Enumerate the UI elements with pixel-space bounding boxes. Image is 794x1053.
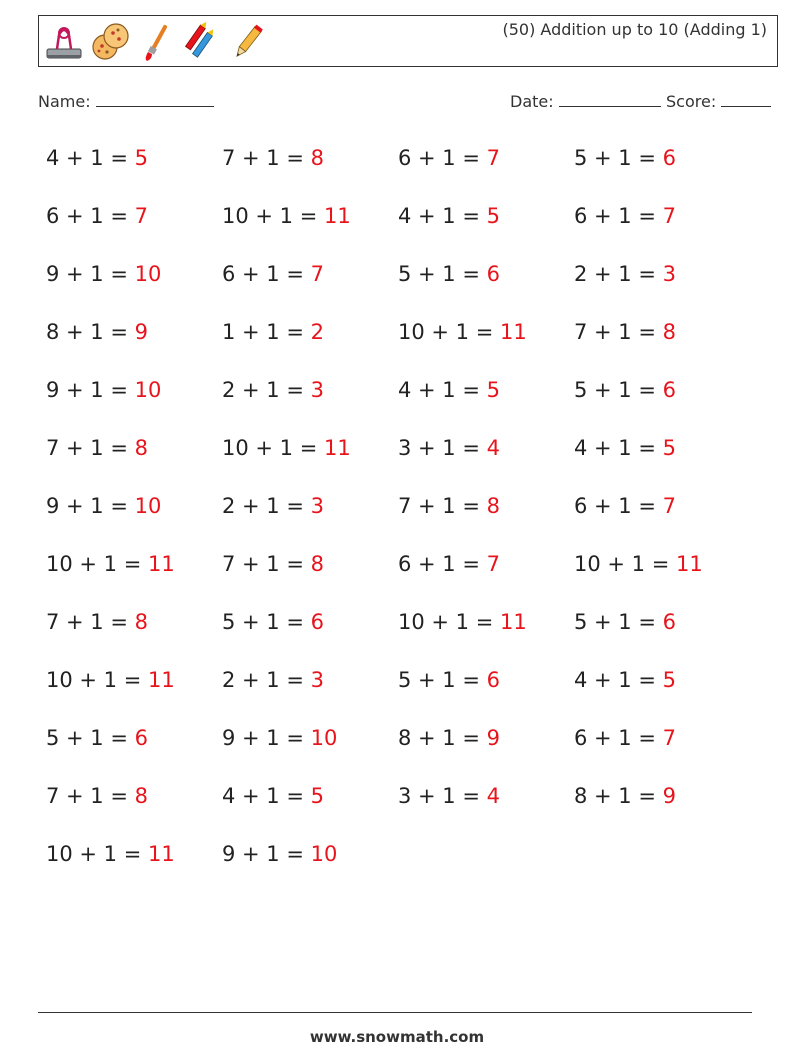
problem-item xyxy=(574,610,676,634)
problem-item xyxy=(222,494,324,518)
problem-answer: 9 xyxy=(662,784,676,808)
problem-question: 10 + 1 = xyxy=(222,436,324,460)
problem-question: 9 + 1 = xyxy=(46,378,135,402)
problem-item xyxy=(398,726,500,750)
problem-question: 7 + 1 = xyxy=(46,436,135,460)
problem-item xyxy=(222,610,324,634)
problem-answer: 8 xyxy=(134,610,148,634)
problem-answer: 4 xyxy=(486,784,500,808)
problem-answer: 8 xyxy=(310,552,324,576)
problem-answer: 6 xyxy=(486,262,500,286)
problem-item xyxy=(574,436,676,460)
problem-question: 10 + 1 = xyxy=(46,552,148,576)
problem-answer: 6 xyxy=(662,378,676,402)
problem-question: 6 + 1 = xyxy=(222,262,311,286)
problem-answer: 3 xyxy=(310,668,324,692)
problem-answer: 5 xyxy=(486,378,500,402)
problem-answer: 11 xyxy=(147,552,175,576)
footer-rule xyxy=(38,1012,752,1013)
date-field[interactable] xyxy=(510,92,661,111)
problem-answer: 10 xyxy=(134,378,162,402)
problem-question: 8 + 1 = xyxy=(398,726,487,750)
problem-question: 10 + 1 = xyxy=(46,668,148,692)
problem-question: 5 + 1 = xyxy=(574,146,663,170)
problem-answer: 11 xyxy=(499,610,527,634)
problem-answer: 8 xyxy=(486,494,500,518)
problem-answer: 8 xyxy=(310,146,324,170)
problem-item xyxy=(398,320,527,344)
problem-item xyxy=(574,146,676,170)
problem-item xyxy=(574,668,676,692)
problem-question: 5 + 1 = xyxy=(574,378,663,402)
problem-item xyxy=(46,262,161,286)
problem-answer: 5 xyxy=(486,204,500,228)
problem-item xyxy=(46,668,175,692)
problem-item xyxy=(222,204,351,228)
problem-answer: 6 xyxy=(662,146,676,170)
problem-answer: 7 xyxy=(310,262,324,286)
problem-item xyxy=(46,204,148,228)
problem-item xyxy=(222,378,324,402)
problem-answer: 6 xyxy=(662,610,676,634)
problem-question: 10 + 1 = xyxy=(46,842,148,866)
problem-item xyxy=(46,784,148,808)
problem-answer: 3 xyxy=(310,494,324,518)
worksheet-title: (50) Addition up to 10 (Adding 1) xyxy=(502,20,767,39)
problem-question: 6 + 1 = xyxy=(574,204,663,228)
problem-item xyxy=(222,842,337,866)
problem-answer: 11 xyxy=(323,204,351,228)
problem-item xyxy=(398,378,500,402)
problem-item xyxy=(46,436,148,460)
problem-item xyxy=(574,204,676,228)
problem-item xyxy=(222,784,324,808)
problem-item xyxy=(222,726,337,750)
problem-item xyxy=(222,146,324,170)
problem-answer: 11 xyxy=(499,320,527,344)
problem-answer: 6 xyxy=(134,726,148,750)
problem-question: 9 + 1 = xyxy=(222,726,311,750)
problem-answer: 11 xyxy=(675,552,703,576)
problem-question: 9 + 1 = xyxy=(46,262,135,286)
name-label: Name: xyxy=(38,92,91,111)
problem-answer: 8 xyxy=(134,436,148,460)
problem-question: 4 + 1 = xyxy=(222,784,311,808)
problem-answer: 6 xyxy=(486,668,500,692)
problem-item xyxy=(574,320,676,344)
problem-item xyxy=(398,552,500,576)
problem-item xyxy=(46,552,175,576)
problem-answer: 8 xyxy=(662,320,676,344)
problem-answer: 6 xyxy=(310,610,324,634)
problem-question: 7 + 1 = xyxy=(398,494,487,518)
footer-site: www.snowmath.com xyxy=(309,1028,485,1046)
problem-item xyxy=(574,494,676,518)
problem-item xyxy=(398,204,500,228)
problem-item xyxy=(46,610,148,634)
problem-question: 10 + 1 = xyxy=(574,552,676,576)
problem-question: 10 + 1 = xyxy=(222,204,324,228)
problem-question: 1 + 1 = xyxy=(222,320,311,344)
problem-item xyxy=(222,320,324,344)
problem-item xyxy=(574,262,676,286)
problem-item xyxy=(46,320,148,344)
score-label: Score: xyxy=(666,92,717,111)
problem-item xyxy=(46,494,161,518)
problem-answer: 5 xyxy=(662,668,676,692)
problem-answer: 5 xyxy=(134,146,148,170)
problem-question: 5 + 1 = xyxy=(46,726,135,750)
problem-question: 7 + 1 = xyxy=(222,146,311,170)
icon-strip xyxy=(43,20,269,64)
problem-answer: 11 xyxy=(147,668,175,692)
problem-answer: 7 xyxy=(486,552,500,576)
problem-question: 6 + 1 = xyxy=(574,726,663,750)
problem-question: 8 + 1 = xyxy=(574,784,663,808)
problem-item xyxy=(46,726,148,750)
problem-question: 10 + 1 = xyxy=(398,610,500,634)
problem-answer: 8 xyxy=(134,784,148,808)
problem-item xyxy=(574,378,676,402)
problem-answer: 2 xyxy=(310,320,324,344)
problem-question: 2 + 1 = xyxy=(222,494,311,518)
problem-answer: 11 xyxy=(147,842,175,866)
problem-question: 7 + 1 = xyxy=(222,552,311,576)
problem-answer: 5 xyxy=(310,784,324,808)
problem-item xyxy=(46,146,148,170)
problem-answer: 10 xyxy=(134,262,162,286)
problem-answer: 7 xyxy=(662,204,676,228)
problem-item xyxy=(574,784,676,808)
problem-answer: 7 xyxy=(662,494,676,518)
problem-question: 6 + 1 = xyxy=(398,146,487,170)
problem-question: 5 + 1 = xyxy=(398,262,487,286)
problem-question: 4 + 1 = xyxy=(46,146,135,170)
problem-question: 7 + 1 = xyxy=(574,320,663,344)
problem-item xyxy=(398,262,500,286)
problem-item xyxy=(398,610,527,634)
problem-question: 7 + 1 = xyxy=(46,784,135,808)
paper-clip-icon xyxy=(43,21,85,63)
problem-item xyxy=(46,378,161,402)
problem-question: 2 + 1 = xyxy=(222,378,311,402)
problem-answer: 7 xyxy=(662,726,676,750)
problem-answer: 9 xyxy=(486,726,500,750)
problem-item xyxy=(398,436,500,460)
problem-question: 6 + 1 = xyxy=(574,494,663,518)
problem-item xyxy=(574,726,676,750)
problem-question: 7 + 1 = xyxy=(46,610,135,634)
problem-item xyxy=(222,436,351,460)
problem-answer: 10 xyxy=(310,842,338,866)
score-blank[interactable] xyxy=(721,92,771,107)
problem-item xyxy=(398,146,500,170)
problem-answer: 7 xyxy=(486,146,500,170)
pencil-icon xyxy=(227,21,269,63)
problem-item xyxy=(222,668,324,692)
problem-question: 10 + 1 = xyxy=(398,320,500,344)
problem-question: 2 + 1 = xyxy=(574,262,663,286)
problem-question: 5 + 1 = xyxy=(398,668,487,692)
problem-question: 5 + 1 = xyxy=(222,610,311,634)
problem-question: 4 + 1 = xyxy=(398,204,487,228)
problem-answer: 4 xyxy=(486,436,500,460)
problem-answer: 9 xyxy=(134,320,148,344)
problem-item xyxy=(398,668,500,692)
problem-item xyxy=(222,552,324,576)
crayons-icon xyxy=(181,21,223,63)
problem-answer: 11 xyxy=(323,436,351,460)
problem-question: 6 + 1 = xyxy=(398,552,487,576)
problem-answer: 10 xyxy=(310,726,338,750)
problem-item xyxy=(46,842,175,866)
date-blank[interactable] xyxy=(559,92,661,107)
problem-question: 4 + 1 = xyxy=(398,378,487,402)
problem-question: 8 + 1 = xyxy=(46,320,135,344)
problem-answer: 3 xyxy=(662,262,676,286)
problem-item xyxy=(574,552,703,576)
problem-answer: 3 xyxy=(310,378,324,402)
problem-item xyxy=(398,494,500,518)
cookie-icon xyxy=(89,21,131,63)
problem-item xyxy=(398,784,500,808)
problem-question: 9 + 1 = xyxy=(46,494,135,518)
problem-question: 9 + 1 = xyxy=(222,842,311,866)
problem-question: 2 + 1 = xyxy=(222,668,311,692)
score-field[interactable] xyxy=(666,92,771,111)
problem-answer: 5 xyxy=(662,436,676,460)
problem-question: 5 + 1 = xyxy=(574,610,663,634)
problem-question: 3 + 1 = xyxy=(398,436,487,460)
problem-item xyxy=(222,262,324,286)
header-box xyxy=(38,15,778,67)
name-blank[interactable] xyxy=(96,92,214,107)
problem-question: 3 + 1 = xyxy=(398,784,487,808)
date-label: Date: xyxy=(510,92,554,111)
paintbrush-icon xyxy=(135,21,177,63)
problem-answer: 7 xyxy=(134,204,148,228)
name-field[interactable] xyxy=(38,92,214,111)
problem-question: 4 + 1 = xyxy=(574,668,663,692)
problem-question: 6 + 1 = xyxy=(46,204,135,228)
problem-question: 4 + 1 = xyxy=(574,436,663,460)
problem-answer: 10 xyxy=(134,494,162,518)
